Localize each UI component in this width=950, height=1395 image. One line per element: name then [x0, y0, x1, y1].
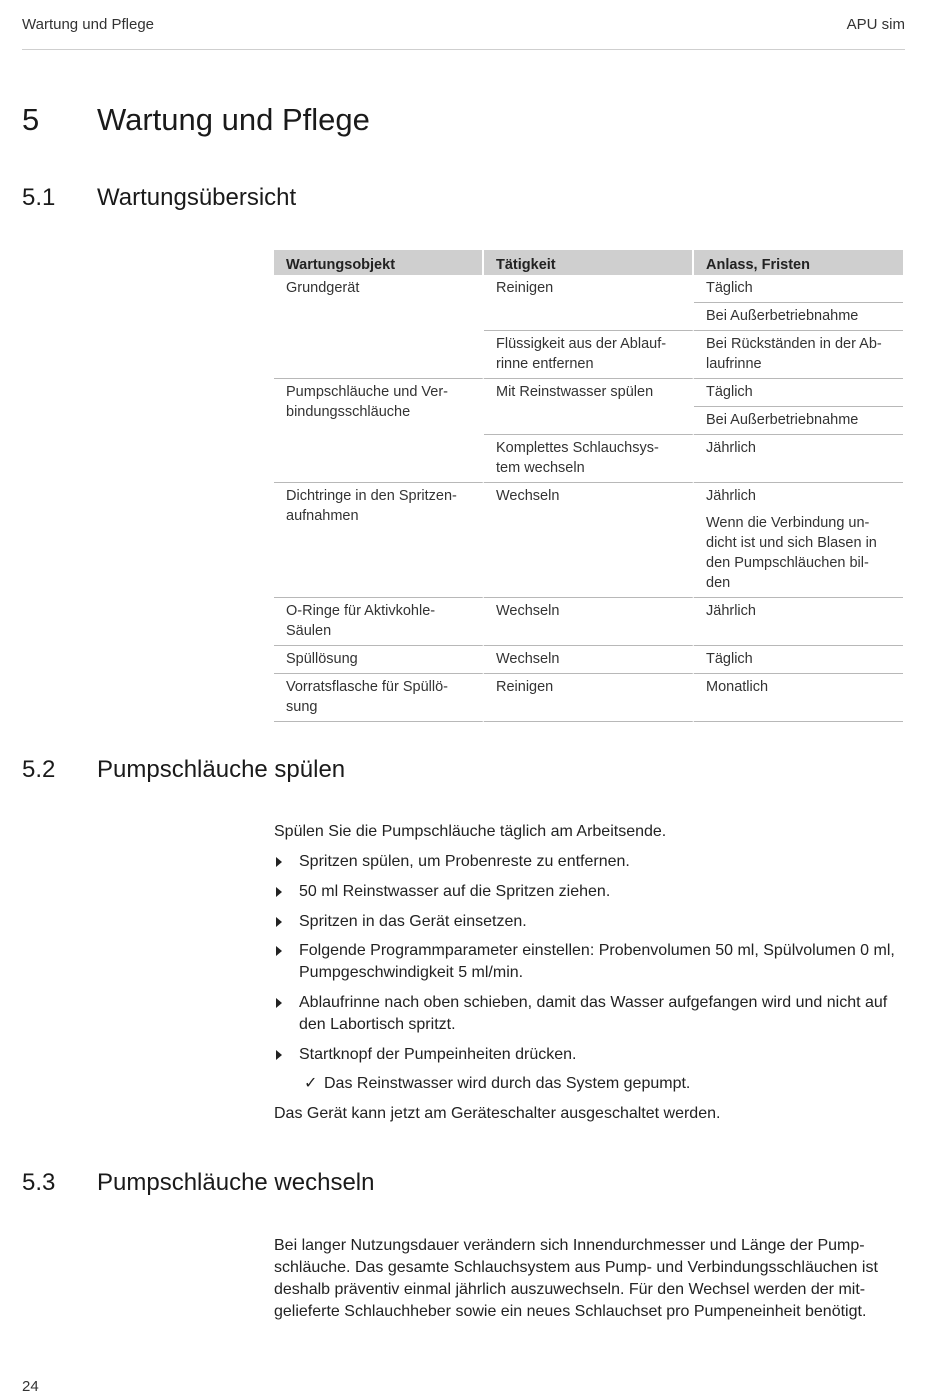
- instruction-step: [274, 911, 899, 933]
- header-product-name: APU sim: [846, 16, 905, 33]
- cell-interval: Monatlich: [694, 674, 903, 722]
- cell-interval: Jährlich: [694, 598, 903, 646]
- column-header-activity: Tätigkeit: [484, 250, 694, 275]
- cell-interval: Wenn die Verbindung un-dicht ist und sich Blasen in den Pumpschläuchen bil-den: [694, 510, 903, 598]
- table-row: [274, 483, 903, 510]
- step-arrow-icon: [276, 917, 282, 927]
- cell-interval: Bei Außerbetriebnahme: [694, 302, 903, 330]
- step-text: Startknopf der Pumpeinheiten drücken.: [299, 1046, 577, 1063]
- cell-activity: Wechseln: [484, 598, 694, 646]
- table-row: [274, 598, 903, 646]
- cell-object: Grundgerät: [274, 275, 484, 379]
- step-text: 50 ml Reinstwasser auf die Spritzen ziehen.: [299, 883, 611, 900]
- page-header: [22, 0, 905, 50]
- cell-interval: Jährlich: [694, 434, 903, 483]
- chapter-title: Wartung und Pflege: [97, 102, 370, 137]
- cell-object: Spüllösung: [274, 646, 484, 674]
- section-number: 5.2: [22, 756, 56, 783]
- table-header-row: [274, 250, 903, 275]
- cell-object: O-Ringe für Aktivkohle-Säulen: [274, 598, 484, 646]
- cell-interval: Bei Außerbetriebnahme: [694, 406, 903, 434]
- maintenance-table: [274, 250, 903, 722]
- step-arrow-icon: [276, 998, 282, 1008]
- section-number: 5.3: [22, 1169, 56, 1196]
- step-text: Folgende Programmparameter einstellen: Probenvolumen 50 ml, Spülvolumen 0 ml, Pumpgeschwindigkeit 5 ml/min.: [299, 942, 895, 981]
- step-arrow-icon: [276, 1050, 282, 1060]
- cell-object: Vorratsflasche für Spüllö-sung: [274, 674, 484, 722]
- instruction-step: [274, 992, 899, 1036]
- cell-interval: Täglich: [694, 646, 903, 674]
- outro-paragraph: Das Gerät kann jetzt am Geräteschalter ausgeschaltet werden.: [274, 1105, 721, 1122]
- checkmark-icon: ✓: [304, 1075, 318, 1092]
- column-header-object: Wartungsobjekt: [274, 250, 484, 275]
- step-text: Spritzen in das Gerät einsetzen.: [299, 913, 527, 930]
- cell-object: Dichtringe in den Spritzen-aufnahmen: [274, 483, 484, 598]
- result-line: [304, 1073, 690, 1095]
- section-title: Pumpschläuche spülen: [97, 756, 346, 783]
- column-header-interval: Anlass, Fristen: [694, 250, 903, 275]
- step-arrow-icon: [276, 946, 282, 956]
- instruction-step: [274, 851, 899, 873]
- header-section-title: Wartung und Pflege: [22, 16, 155, 33]
- cell-interval: Täglich: [706, 280, 753, 296]
- table-row: [274, 379, 903, 406]
- intro-paragraph: Spülen Sie die Pumpschläuche täglich am Arbeitsende.: [274, 823, 667, 840]
- cell-activity: Reinigen: [484, 674, 694, 722]
- section-title: Pumpschläuche wechseln: [97, 1169, 375, 1196]
- cell-interval: Bei Rückständen in der Ab-laufrinne: [694, 330, 903, 379]
- table-row: [274, 674, 903, 722]
- chapter-number: 5: [22, 102, 40, 137]
- cell-activity: Wechseln: [484, 483, 694, 598]
- section-title: Wartungsübersicht: [97, 184, 297, 211]
- table-row: [274, 275, 903, 302]
- step-text: Ablaufrinne nach oben schieben, damit das Wasser aufgefangen wird und nicht auf den Labortisch spritzt.: [299, 994, 888, 1033]
- step-text: Spritzen spülen, um Probenreste zu entfernen.: [299, 853, 630, 870]
- instruction-step: [274, 1044, 899, 1066]
- table-row: [274, 646, 903, 674]
- section-number: 5.1: [22, 184, 56, 211]
- cell-object: Pumpschläuche und Ver-bindungsschläuche: [274, 379, 484, 483]
- step-arrow-icon: [276, 887, 282, 897]
- step-arrow-icon: [276, 857, 282, 867]
- cell-interval: Jährlich: [706, 488, 756, 504]
- cell-interval: Täglich: [706, 384, 753, 400]
- cell-activity: Flüssigkeit aus der Ablauf-rinne entfernen: [484, 330, 694, 379]
- section-paragraph: Bei langer Nutzungsdauer verändern sich Innendurchmesser und Länge der Pump-schläuche. Das gesamte Schlauchsystem aus Pump- und Verbindungsschläuchen ist deshalb präventiv einmal jährlich auszuwechseln. Für den Wechsel werden der mit-gelieferte Schlauchheber sowie ein neues Schlauchset pro Pumpeneinheit benötigt.: [274, 1237, 878, 1320]
- page-number: 24: [22, 1378, 39, 1395]
- instruction-step: [274, 940, 899, 984]
- instruction-step: [274, 881, 899, 903]
- cell-activity: Reinigen: [484, 275, 694, 330]
- cell-activity: Wechseln: [484, 646, 694, 674]
- cell-activity: Mit Reinstwasser spülen: [484, 379, 694, 434]
- cell-activity: Komplettes Schlauchsys-tem wechseln: [484, 434, 694, 483]
- result-text: Das Reinstwasser wird durch das System gepumpt.: [324, 1075, 691, 1092]
